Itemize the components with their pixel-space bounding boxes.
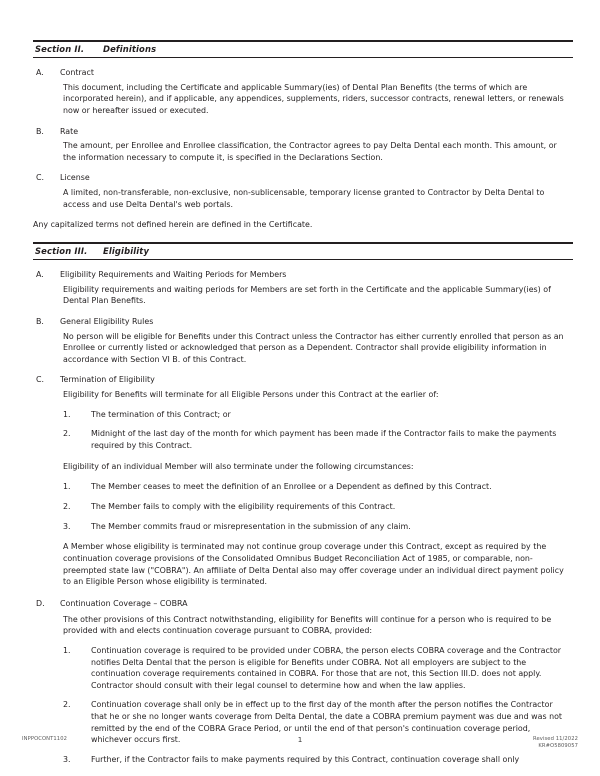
- section-title: Definitions: [103, 44, 157, 55]
- list-text: Further, if the Contractor fails to make payments required by this Contract, continuation coverage shall only: [91, 755, 520, 765]
- list-item: [63, 521, 571, 533]
- item-b-body: No person will be eligible for Benefits under this Contract unless the Contractor has either currently enrolled that person as an Enrollee or currently listed or acknowledged that person as a Dependent. Contractor shall provide eligibility information in accordance with Section VI B. of this Contract.: [63, 331, 564, 364]
- item-c-termination-of-eligibility: [33, 374, 573, 386]
- list-marker: 3.: [63, 755, 71, 765]
- item-c-intro-2: Eligibility of an individual Member will also terminate under the following circumstances:: [63, 461, 414, 471]
- item-heading: License: [60, 173, 90, 183]
- section-number: Section III.: [35, 246, 88, 257]
- definitions-closing-paragraph: Any capitalized terms not defined herein are defined in the Certificate.: [33, 220, 313, 230]
- item-d-continuation-coverage-cobra: [33, 598, 573, 610]
- item-a-body: Eligibility requirements and waiting periods for Members are set forth in the Certificate and the applicable Summary(ies) of Dental Plan Benefits.: [63, 284, 551, 306]
- section-heading-definitions: [33, 40, 573, 58]
- item-a-body: This document, including the Certificate and applicable Summary(ies) of Dental Plan Benefits (the terms of which are incorporated herein), and if applicable, any appendices, supplements, riders, successor contracts, renewal letters, or renewals now or hereafter issued or executed.: [63, 82, 564, 115]
- section-number: Section II.: [35, 44, 85, 55]
- list-marker: 1.: [63, 482, 71, 492]
- list-marker: 2.: [63, 502, 71, 511]
- item-d-body: The other provisions of this Contract notwithstanding, eligibility for Benefits will continue for a person who is required to be provided with and elects continuation coverage pursuant to COBRA, provided:: [63, 614, 552, 636]
- list-marker: 2.: [63, 429, 71, 439]
- item-c-body: Eligibility for Benefits will terminate for all Eligible Persons under this Contract at the earlier of:: [63, 390, 439, 400]
- footer-kr-number: KR#O5809057: [538, 743, 578, 750]
- item-marker: A.: [36, 67, 44, 77]
- list-item: [63, 481, 571, 493]
- item-heading: Rate: [60, 126, 79, 136]
- list-text: Continuation coverage is required to be provided under COBRA, the person elects COBRA coverage and the Contractor notifies Delta Dental that the person is eligible for Benefits under COBRA. Not all employers are subject to the continuation coverage requirements contained in COBRA. For those that are not, this Section III.D. does not apply. Contractor should consult with their legal counsel to determine how and when the law applies.: [91, 645, 562, 690]
- list-text: The Member commits fraud or misrepresentation in the submission of any claim.: [91, 521, 411, 531]
- item-b-rate: [33, 126, 573, 138]
- list-text: Continuation coverage shall only be in effect up to the first day of the month after the person notifies the Contractor that he or she no longer wants coverage from Delta Dental, the date a COBRA premium payment was due and was not remitted by the end of the COBRA Grace Period, or until the end of that person's continuation coverage period, whichever occurs first.: [91, 700, 563, 745]
- list-text: The termination of this Contract; or: [91, 409, 231, 419]
- document-content: [33, 40, 573, 774]
- item-a-contract: [33, 67, 573, 79]
- list-item: [63, 428, 571, 451]
- item-heading: Continuation Coverage – COBRA: [60, 598, 188, 608]
- item-a-eligibility-requirements: [33, 269, 573, 281]
- list-text: The Member fails to comply with the eligibility requirements of this Contract.: [91, 502, 396, 511]
- section-heading-eligibility: [33, 242, 573, 260]
- item-b-body: The amount, per Enrollee and Enrollee classification, the Contractor agrees to pay Delta Dental each month. This amount, or the information necessary to compute it, is specified in the Declarations Section.: [63, 141, 557, 162]
- item-marker: B.: [36, 126, 44, 136]
- list-marker: 3.: [63, 521, 71, 531]
- list-text: The Member ceases to meet the definition of an Enrollee or a Dependent as defined by this Contract.: [91, 482, 492, 492]
- item-marker: C.: [36, 173, 45, 183]
- item-b-general-eligibility-rules: [33, 316, 573, 328]
- item-marker: B.: [36, 316, 44, 326]
- item-heading: General Eligibility Rules: [60, 316, 154, 326]
- item-c-closing: A Member whose eligibility is terminated may not continue group coverage under this Contract, except as required by the continuation coverage provisions of the Consolidated Omnibus Budget Reconciliation Act of 1985, or comparable, non-preempted state law ("COBRA"). An affiliate of Delta Dental also may offer coverage under an individual direct payment policy to an Eligible Person whose eligibility is terminated.: [63, 542, 564, 587]
- list-item: [63, 501, 571, 513]
- list-marker: 1.: [63, 645, 71, 655]
- item-c-license: [33, 172, 573, 184]
- item-marker: A.: [36, 270, 44, 279]
- item-c-body: A limited, non-transferable, non-exclusive, non-sublicensable, temporary license granted to Contractor by Delta Dental to access and use Delta Dental's web portals.: [63, 188, 545, 209]
- item-marker: C.: [36, 375, 45, 385]
- list-item: [63, 409, 571, 421]
- footer-form-code: INPPOCONT1102: [22, 736, 68, 742]
- list-text: Midnight of the last day of the month for which payment has been made if the Contractor fails to make the payments required by this Contract.: [91, 429, 557, 451]
- item-heading: Contract: [60, 67, 94, 77]
- section-title: Eligibility: [103, 246, 150, 257]
- list-marker: 1.: [63, 409, 71, 419]
- list-item: [63, 645, 571, 692]
- footer-revised-date: Revised 11/2022: [533, 736, 578, 742]
- list-marker: 2.: [63, 700, 71, 710]
- footer-revision-info: [533, 736, 578, 751]
- footer-page-number: 1: [297, 735, 303, 744]
- page-footer: [0, 736, 600, 766]
- item-heading: Eligibility Requirements and Waiting Periods for Members: [60, 270, 287, 279]
- item-heading: Termination of Eligibility: [60, 375, 155, 385]
- item-marker: D.: [36, 598, 45, 608]
